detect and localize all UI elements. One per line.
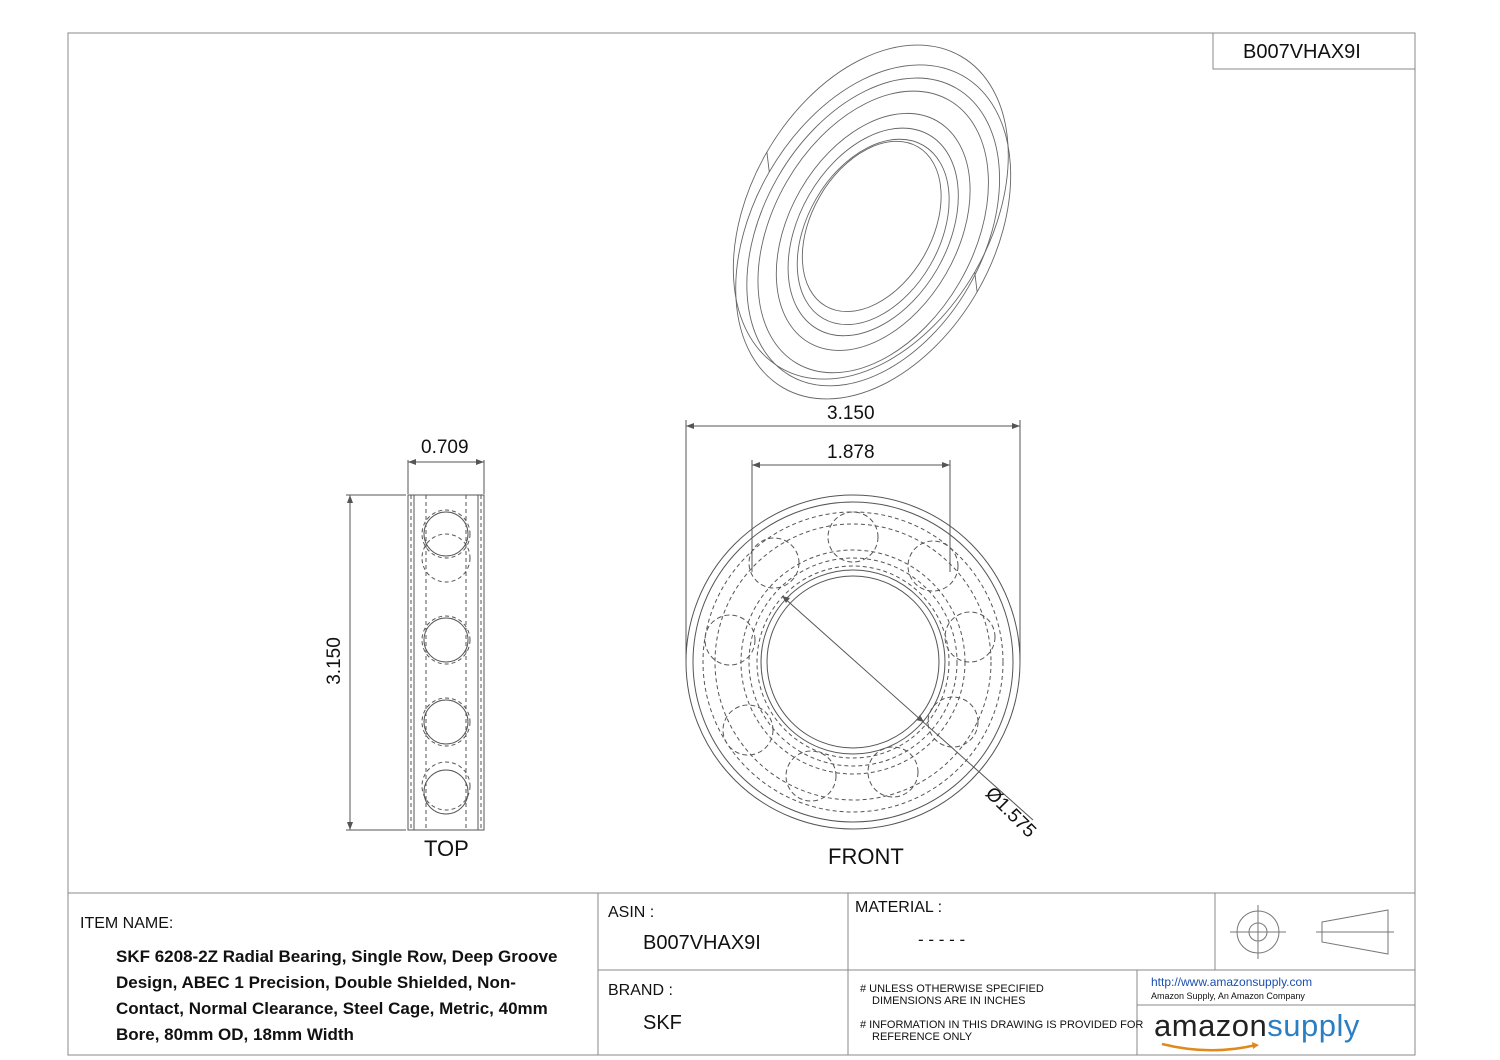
part-number: B007VHAX9I (1243, 41, 1361, 63)
projection-symbol (1230, 905, 1394, 959)
top-view (408, 495, 484, 830)
brand-value: SKF (643, 1012, 682, 1034)
front-dimensions (686, 420, 1033, 820)
note-units-line2: DIMENSIONS ARE IN INCHES (872, 995, 1026, 1007)
item-name: SKF 6208-2Z Radial Bearing, Single Row, Deep Groove Design, ABEC 1 Precision, Double Shielded, Non-Contact, Normal Clearance, Steel Cage, Metric, 40mm Bore, 80mm OD, 18mm Width (116, 947, 558, 1044)
front-bore-dimension: Ø1.575 (980, 783, 1040, 843)
front-view (686, 495, 1020, 829)
logo-supply-text: supply (1267, 1008, 1360, 1043)
front-view-label: FRONT (828, 844, 904, 869)
website-link[interactable]: http://www.amazonsupply.com (1151, 975, 1313, 989)
item-name-label: ITEM NAME: (80, 915, 174, 932)
amazon-smile-icon (1160, 1042, 1260, 1054)
sheet-border (68, 33, 1415, 1055)
asin-value: B007VHAX9I (643, 932, 761, 954)
brand-label: BRAND : (608, 982, 673, 999)
company-name: Amazon Supply, An Amazon Company (1151, 991, 1305, 1001)
material-label: MATERIAL : (855, 899, 943, 916)
amazon-supply-logo (1154, 1008, 1360, 1044)
front-inner-dimension: 1.878 (827, 442, 875, 463)
top-dimensions (346, 459, 484, 830)
isometric-view (669, 0, 1075, 448)
top-view-label: TOP (424, 836, 469, 861)
asin-label: ASIN : (608, 904, 655, 921)
top-height-dimension: 3.150 (323, 637, 345, 685)
note-reference-line1: # INFORMATION IN THIS DRAWING IS PROVIDED FOR (860, 1019, 1144, 1031)
front-outer-dimension: 3.150 (827, 403, 875, 424)
logo-amazon-text: amazon (1154, 1008, 1268, 1043)
note-units-line1: # UNLESS OTHERWISE SPECIFIED (860, 983, 1044, 995)
top-width-dimension: 0.709 (421, 437, 469, 458)
note-reference-line2: REFERENCE ONLY (872, 1031, 973, 1043)
material-value: - - - - - (918, 930, 966, 949)
